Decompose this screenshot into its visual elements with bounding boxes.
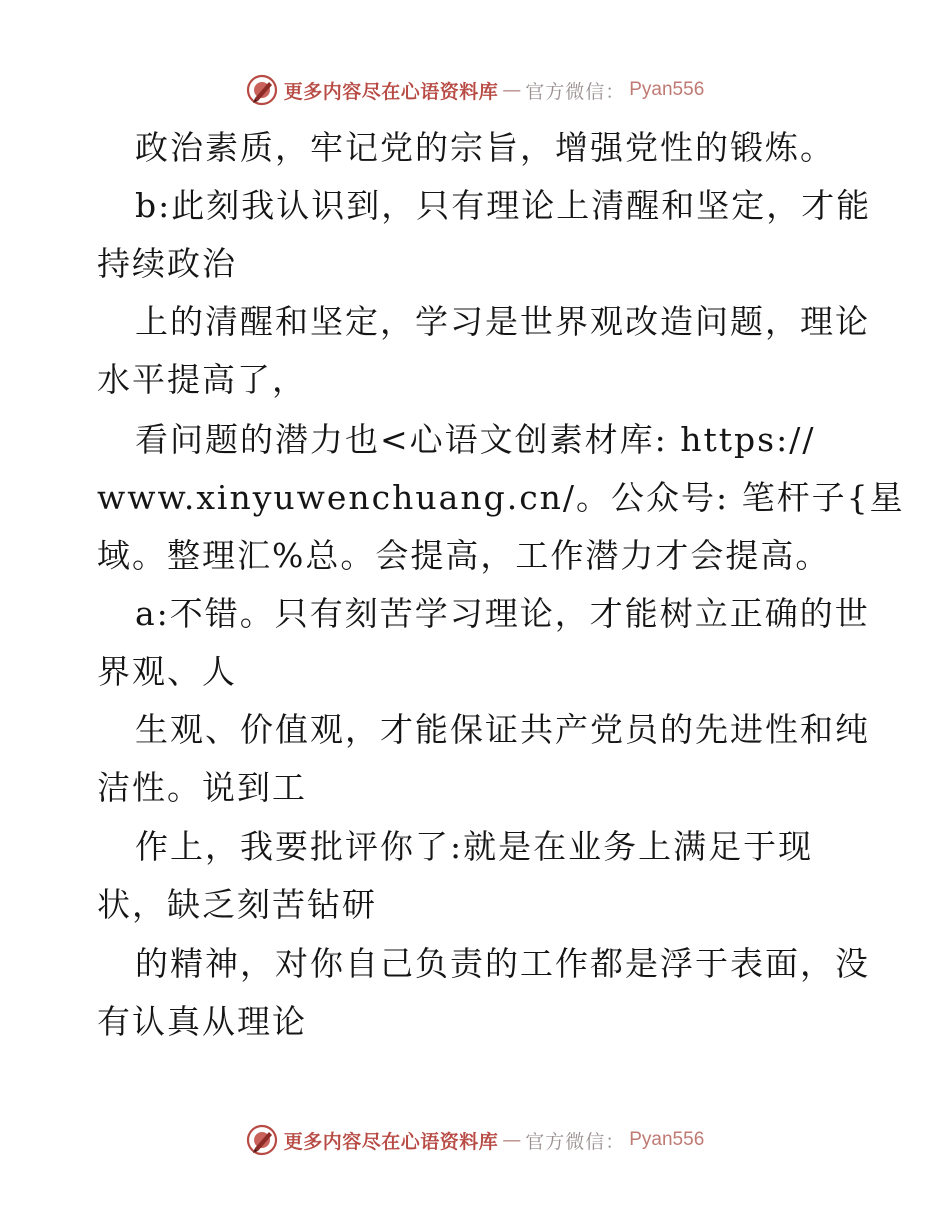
body-line: 持续政治 <box>97 244 237 283</box>
watermark-label: 官方微信： <box>525 80 626 103</box>
watermark-main-text: 更多内容尽在心语资料库 <box>283 1130 499 1153</box>
watermark-main-text: 更多内容尽在心语资料库 <box>283 80 499 103</box>
watermark-code: Pyan556 <box>629 79 705 100</box>
body-line: 域。整理汇%总。会提高，工作潜力才会提高。 <box>97 536 831 575</box>
body-line: 政治素质，牢记党的宗旨，增强党性的锻炼。 <box>135 128 835 167</box>
body-line: 看问题的潜力也<心语文创素材库: https:// <box>135 420 816 459</box>
body-line: 作上，我要批评你了:就是在业务上满足于现 <box>135 827 814 866</box>
body-line: 洁性。说到工 <box>97 768 307 807</box>
footer-watermark <box>0 1120 950 1160</box>
watermark-dash: — <box>502 79 522 101</box>
watermark-code: Pyan556 <box>629 1129 705 1150</box>
watermark-dash: — <box>502 1129 522 1151</box>
body-line: 生观、价值观，才能保证共产党员的先进性和纯 <box>135 710 870 749</box>
body-line: 水平提高了， <box>97 360 307 399</box>
body-line: b:此刻我认识到，只有理论上清醒和坚定，才能 <box>135 186 872 225</box>
body-line: 有认真从理论 <box>97 1002 307 1041</box>
body-line: a:不错。只有刻苦学习理论，才能树立正确的世 <box>135 594 870 633</box>
pen-logo-icon <box>246 74 278 106</box>
watermark-label: 官方微信： <box>525 1130 626 1153</box>
body-line: 状，缺乏刻苦钻研 <box>97 885 377 924</box>
body-line: 的精神，对你自己负责的工作都是浮于表面，没 <box>135 944 870 983</box>
header-watermark <box>0 70 950 110</box>
body-line: 界观、人 <box>97 652 237 691</box>
body-line: 上的清醒和坚定，学习是世界观改造问题，理论 <box>135 302 870 341</box>
pen-logo-icon <box>246 1124 278 1156</box>
body-line: www.xinyuwenchuang.cn/。公众号: 笔杆子{星 <box>97 478 905 517</box>
